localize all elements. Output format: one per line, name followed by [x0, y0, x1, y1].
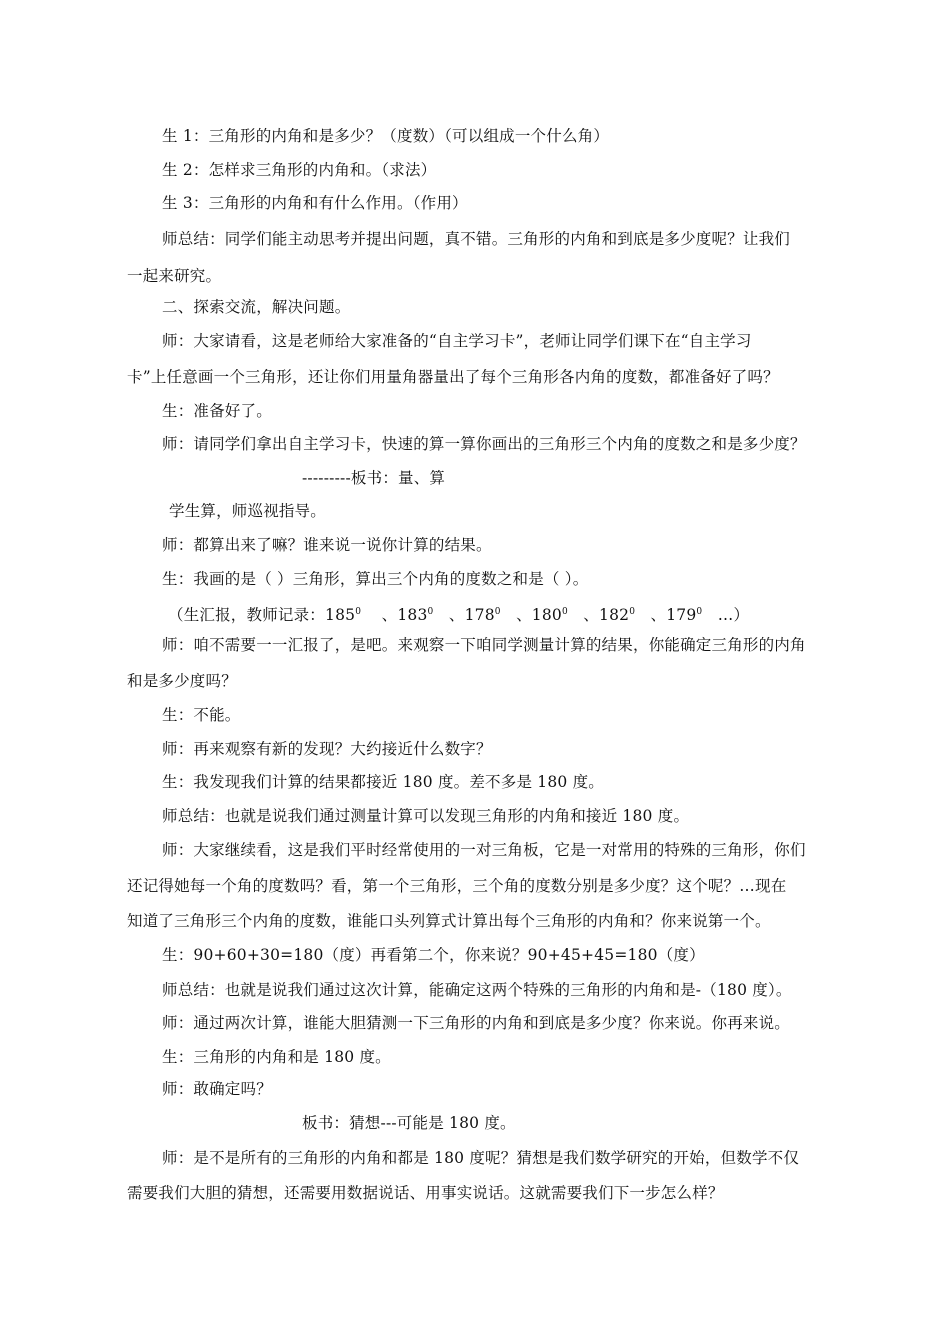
- text-line: 师：是不是所有的三角形的内角和都是 180 度呢？猜想是我们数学研究的开始，但数学不仅: [162, 1149, 800, 1167]
- text-line: 生 3：三角形的内角和有什么作用。（作用）: [162, 194, 468, 212]
- text-line: 生：三角形的内角和是 180 度。: [162, 1048, 391, 1066]
- report-value: 182: [599, 606, 630, 624]
- report-value: 180: [531, 606, 562, 624]
- degree-mark: 0: [494, 607, 501, 617]
- text-line: 师总结：同学们能主动思考并提出问题，真不错。三角形的内角和到底是多少度呢？让我们: [162, 230, 791, 248]
- text-line: 师：大家请看，这是老师给大家准备的“自主学习卡”，老师让同学们课下在“自主学习: [162, 332, 752, 350]
- text-line: 学生算，师巡视指导。: [169, 502, 327, 520]
- report-value: 183: [397, 606, 428, 624]
- text-line: 生：不能。: [162, 706, 241, 724]
- report-line: （生汇报，教师记录：$185^0$ 、$183^0$ 、$178^0$ 、$180^0$ 、$182^0$ 、$179^0$ …）: [168, 606, 750, 624]
- text-line: 生：准备好了。: [162, 402, 272, 420]
- text-line: 师：再来观察有新的发现？大约接近什么数字？: [162, 740, 492, 758]
- report-prefix: （生汇报，教师记录：: [168, 606, 326, 624]
- text-line: 卡”上任意画一个三角形，还让你们用量角器量出了每个三角形各内角的度数，都准备好了吗？: [127, 368, 779, 386]
- report-suffix: …）: [717, 606, 750, 624]
- board-note: ---------板书：量、算: [302, 469, 446, 487]
- text-line: 生：我发现我们计算的结果都接近 180 度。差不多是 180 度。: [162, 773, 604, 791]
- degree-mark: 0: [696, 607, 703, 617]
- text-line: 生：90+60+30=180（度）再看第二个，你来说？90+45+45=180（度）: [162, 946, 705, 964]
- text-line: 师：通过两次计算，谁能大胆猜测一下三角形的内角和到底是多少度？你来说。你再来说。: [162, 1014, 791, 1032]
- report-value: 179: [666, 606, 697, 624]
- report-value: 185: [325, 606, 356, 624]
- text-line: 师总结：也就是说我们通过这次计算，能确定这两个特殊的三角形的内角和是-（180 度）。: [162, 981, 792, 999]
- report-value: 178: [464, 606, 495, 624]
- text-line: 生：我画的是（ ）三角形，算出三个内角的度数之和是（ ）。: [162, 570, 589, 588]
- text-line: 师：请同学们拿出自主学习卡，快速的算一算你画出的三角形三个内角的度数之和是多少度？: [162, 435, 806, 453]
- text-line: 生 1：三角形的内角和是多少？（度数）（可以组成一个什么角）: [162, 127, 610, 145]
- text-line: 师：咱不需要一一汇报了，是吧。来观察一下咱同学测量计算的结果，你能确定三角形的内角: [162, 636, 806, 654]
- degree-mark: 0: [561, 607, 568, 617]
- board-note: 板书：猜想---可能是 180 度。: [302, 1114, 516, 1132]
- section-heading: 二、探索交流，解决问题。: [162, 298, 351, 316]
- text-line: 一起来研究。: [127, 267, 222, 285]
- text-line: 师：敢确定吗？: [162, 1080, 272, 1098]
- degree-mark: 0: [629, 607, 636, 617]
- text-line: 师：都算出来了嘛？谁来说一说你计算的结果。: [162, 536, 492, 554]
- text-line: 知道了三角形三个内角的度数，谁能口头列算式计算出每个三角形的内角和？你来说第一个。: [127, 912, 771, 930]
- text-line: 生 2：怎样求三角形的内角和。（求法）: [162, 161, 437, 179]
- degree-mark: 0: [427, 607, 434, 617]
- text-line: 师总结：也就是说我们通过测量计算可以发现三角形的内角和接近 180 度。: [162, 807, 690, 825]
- text-line: 和是多少度吗？: [127, 672, 237, 690]
- text-line: 还记得她每一个角的度数吗？看，第一个三角形，三个角的度数分别是多少度？这个呢？…现在: [127, 877, 787, 895]
- degree-mark: 0: [355, 607, 362, 617]
- text-line: 需要我们大胆的猜想，还需要用数据说话、用事实说话。这就需要我们下一步怎么样？: [127, 1184, 724, 1202]
- text-line: 师：大家继续看，这是我们平时经常使用的一对三角板，它是一对常用的特殊的三角形，你们: [162, 841, 806, 859]
